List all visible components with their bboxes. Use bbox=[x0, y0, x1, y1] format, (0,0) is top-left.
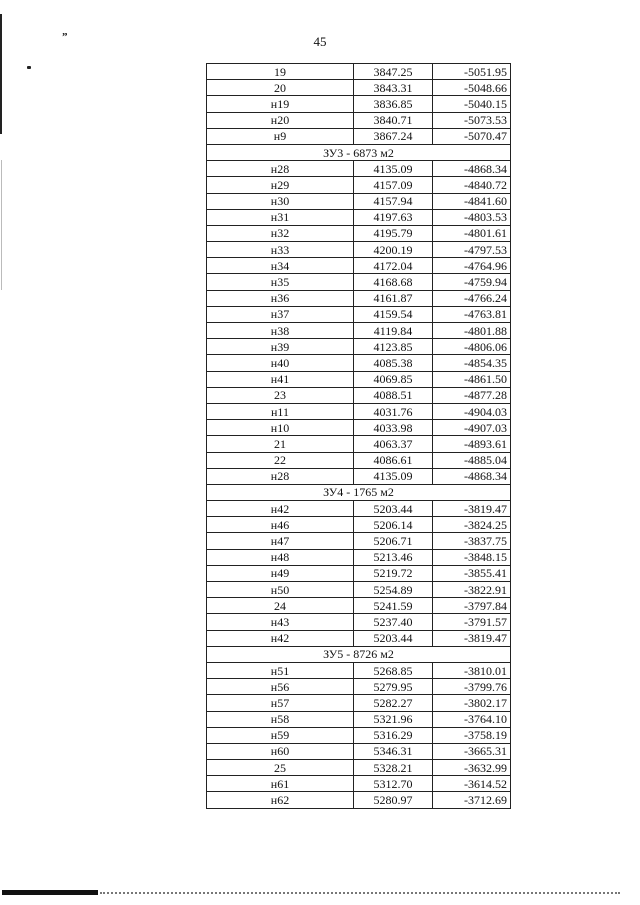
table-row bbox=[207, 533, 511, 549]
point-id-cell: н51 bbox=[207, 662, 354, 678]
table-row bbox=[207, 420, 511, 436]
x-coordinate-cell: 5219.72 bbox=[354, 565, 433, 581]
table-row bbox=[207, 630, 511, 646]
x-coordinate-cell: 3847.25 bbox=[354, 64, 433, 80]
y-coordinate-cell: -3797.84 bbox=[433, 598, 511, 614]
left-margin-shadow bbox=[1, 160, 2, 290]
table-row bbox=[207, 290, 511, 306]
point-id-cell: н42 bbox=[207, 501, 354, 517]
table-row bbox=[207, 112, 511, 128]
x-coordinate-cell: 4135.09 bbox=[354, 161, 433, 177]
section-label: ЗУ3 - 6873 м2 bbox=[207, 144, 511, 160]
table-row bbox=[207, 565, 511, 581]
point-id-cell: 24 bbox=[207, 598, 354, 614]
table-row bbox=[207, 727, 511, 743]
table-row bbox=[207, 582, 511, 598]
point-id-cell: н33 bbox=[207, 242, 354, 258]
y-coordinate-cell: -4801.61 bbox=[433, 225, 511, 241]
y-coordinate-cell: -4840.72 bbox=[433, 177, 511, 193]
table-row bbox=[207, 258, 511, 274]
x-coordinate-cell: 5346.31 bbox=[354, 743, 433, 759]
section-label: ЗУ4 - 1765 м2 bbox=[207, 484, 511, 500]
table-row bbox=[207, 371, 511, 387]
x-coordinate-cell: 5254.89 bbox=[354, 582, 433, 598]
point-id-cell: н46 bbox=[207, 517, 354, 533]
y-coordinate-cell: -3758.19 bbox=[433, 727, 511, 743]
table-row bbox=[207, 161, 511, 177]
y-coordinate-cell: -3822.91 bbox=[433, 582, 511, 598]
y-coordinate-cell: -3810.01 bbox=[433, 662, 511, 678]
point-id-cell: н39 bbox=[207, 339, 354, 355]
x-coordinate-cell: 4195.79 bbox=[354, 225, 433, 241]
coordinates-table-body bbox=[207, 64, 511, 809]
point-id-cell: н35 bbox=[207, 274, 354, 290]
point-id-cell: 21 bbox=[207, 436, 354, 452]
table-row bbox=[207, 679, 511, 695]
x-coordinate-cell: 5316.29 bbox=[354, 727, 433, 743]
y-coordinate-cell: -4907.03 bbox=[433, 420, 511, 436]
y-coordinate-cell: -3855.41 bbox=[433, 565, 511, 581]
point-id-cell: н60 bbox=[207, 743, 354, 759]
y-coordinate-cell: -4763.81 bbox=[433, 306, 511, 322]
y-coordinate-cell: -4885.04 bbox=[433, 452, 511, 468]
table-row bbox=[207, 339, 511, 355]
page-number: 45 bbox=[313, 34, 327, 49]
point-id-cell: н34 bbox=[207, 258, 354, 274]
table-row bbox=[207, 96, 511, 112]
y-coordinate-cell: -4801.88 bbox=[433, 323, 511, 339]
point-id-cell: н48 bbox=[207, 549, 354, 565]
x-coordinate-cell: 3867.24 bbox=[354, 128, 433, 144]
x-coordinate-cell: 4086.61 bbox=[354, 452, 433, 468]
x-coordinate-cell: 4088.51 bbox=[354, 387, 433, 403]
section-header-row bbox=[207, 484, 511, 500]
point-id-cell: 22 bbox=[207, 452, 354, 468]
point-id-cell: н28 bbox=[207, 161, 354, 177]
y-coordinate-cell: -3819.47 bbox=[433, 630, 511, 646]
table-row bbox=[207, 614, 511, 630]
table-row bbox=[207, 242, 511, 258]
x-coordinate-cell: 5268.85 bbox=[354, 662, 433, 678]
table-row bbox=[207, 517, 511, 533]
y-coordinate-cell: -3712.69 bbox=[433, 792, 511, 808]
table-row bbox=[207, 355, 511, 371]
y-coordinate-cell: -5070.47 bbox=[433, 128, 511, 144]
y-coordinate-cell: -3665.31 bbox=[433, 743, 511, 759]
point-id-cell: н50 bbox=[207, 582, 354, 598]
point-id-cell: 23 bbox=[207, 387, 354, 403]
point-id-cell: н57 bbox=[207, 695, 354, 711]
y-coordinate-cell: -4764.96 bbox=[433, 258, 511, 274]
x-coordinate-cell: 3836.85 bbox=[354, 96, 433, 112]
x-coordinate-cell: 5321.96 bbox=[354, 711, 433, 727]
y-coordinate-cell: -4904.03 bbox=[433, 403, 511, 419]
point-id-cell: 25 bbox=[207, 760, 354, 776]
y-coordinate-cell: -4806.06 bbox=[433, 339, 511, 355]
y-coordinate-cell: -4861.50 bbox=[433, 371, 511, 387]
x-coordinate-cell: 5206.71 bbox=[354, 533, 433, 549]
x-coordinate-cell: 4063.37 bbox=[354, 436, 433, 452]
x-coordinate-cell: 5280.97 bbox=[354, 792, 433, 808]
x-coordinate-cell: 5203.44 bbox=[354, 501, 433, 517]
point-id-cell: н30 bbox=[207, 193, 354, 209]
table-row bbox=[207, 225, 511, 241]
section-header-row bbox=[207, 144, 511, 160]
y-coordinate-cell: -3791.57 bbox=[433, 614, 511, 630]
y-coordinate-cell: -4797.53 bbox=[433, 242, 511, 258]
point-id-cell: н19 bbox=[207, 96, 354, 112]
margin-mark: ˮ bbox=[62, 31, 67, 43]
table-row bbox=[207, 193, 511, 209]
point-id-cell: н47 bbox=[207, 533, 354, 549]
table-row bbox=[207, 128, 511, 144]
x-coordinate-cell: 4200.19 bbox=[354, 242, 433, 258]
y-coordinate-cell: -4868.34 bbox=[433, 161, 511, 177]
table-row bbox=[207, 403, 511, 419]
table-row bbox=[207, 468, 511, 484]
point-id-cell: н32 bbox=[207, 225, 354, 241]
y-coordinate-cell: -5073.53 bbox=[433, 112, 511, 128]
point-id-cell: н28 bbox=[207, 468, 354, 484]
y-coordinate-cell: -3824.25 bbox=[433, 517, 511, 533]
y-coordinate-cell: -4766.24 bbox=[433, 290, 511, 306]
point-id-cell: н29 bbox=[207, 177, 354, 193]
table-row bbox=[207, 549, 511, 565]
x-coordinate-cell: 4168.68 bbox=[354, 274, 433, 290]
x-coordinate-cell: 5241.59 bbox=[354, 598, 433, 614]
point-id-cell: н36 bbox=[207, 290, 354, 306]
table-row bbox=[207, 274, 511, 290]
y-coordinate-cell: -5048.66 bbox=[433, 80, 511, 96]
y-coordinate-cell: -3819.47 bbox=[433, 501, 511, 517]
x-coordinate-cell: 5282.27 bbox=[354, 695, 433, 711]
x-coordinate-cell: 3840.71 bbox=[354, 112, 433, 128]
left-margin-rule bbox=[0, 14, 2, 134]
table-row bbox=[207, 760, 511, 776]
x-coordinate-cell: 4119.84 bbox=[354, 323, 433, 339]
point-id-cell: н61 bbox=[207, 776, 354, 792]
table-row bbox=[207, 64, 511, 80]
y-coordinate-cell: -4759.94 bbox=[433, 274, 511, 290]
table-row bbox=[207, 209, 511, 225]
table-row bbox=[207, 792, 511, 808]
footer-scan-bar bbox=[2, 890, 98, 895]
point-id-cell: н11 bbox=[207, 403, 354, 419]
x-coordinate-cell: 4123.85 bbox=[354, 339, 433, 355]
x-coordinate-cell: 5213.46 bbox=[354, 549, 433, 565]
coordinates-table bbox=[206, 63, 511, 809]
table-row bbox=[207, 711, 511, 727]
point-id-cell: 19 bbox=[207, 64, 354, 80]
section-header-row bbox=[207, 646, 511, 662]
table-row bbox=[207, 452, 511, 468]
x-coordinate-cell: 5203.44 bbox=[354, 630, 433, 646]
margin-dot bbox=[27, 66, 31, 69]
y-coordinate-cell: -4893.61 bbox=[433, 436, 511, 452]
y-coordinate-cell: -4868.34 bbox=[433, 468, 511, 484]
footer-scan-line bbox=[100, 892, 620, 894]
point-id-cell: н9 bbox=[207, 128, 354, 144]
y-coordinate-cell: -4854.35 bbox=[433, 355, 511, 371]
x-coordinate-cell: 4159.54 bbox=[354, 306, 433, 322]
point-id-cell: н37 bbox=[207, 306, 354, 322]
y-coordinate-cell: -3848.15 bbox=[433, 549, 511, 565]
x-coordinate-cell: 4157.09 bbox=[354, 177, 433, 193]
y-coordinate-cell: -5040.15 bbox=[433, 96, 511, 112]
point-id-cell: н62 bbox=[207, 792, 354, 808]
table-row bbox=[207, 662, 511, 678]
point-id-cell: н58 bbox=[207, 711, 354, 727]
y-coordinate-cell: -3799.76 bbox=[433, 679, 511, 695]
point-id-cell: н56 bbox=[207, 679, 354, 695]
point-id-cell: н42 bbox=[207, 630, 354, 646]
y-coordinate-cell: -3837.75 bbox=[433, 533, 511, 549]
point-id-cell: н43 bbox=[207, 614, 354, 630]
table-row bbox=[207, 598, 511, 614]
x-coordinate-cell: 4031.76 bbox=[354, 403, 433, 419]
point-id-cell: н40 bbox=[207, 355, 354, 371]
table-row bbox=[207, 323, 511, 339]
table-row bbox=[207, 387, 511, 403]
x-coordinate-cell: 4161.87 bbox=[354, 290, 433, 306]
x-coordinate-cell: 4172.04 bbox=[354, 258, 433, 274]
table-row bbox=[207, 695, 511, 711]
table-row bbox=[207, 306, 511, 322]
x-coordinate-cell: 4033.98 bbox=[354, 420, 433, 436]
table-row bbox=[207, 776, 511, 792]
table-row bbox=[207, 177, 511, 193]
y-coordinate-cell: -3764.10 bbox=[433, 711, 511, 727]
x-coordinate-cell: 4157.94 bbox=[354, 193, 433, 209]
x-coordinate-cell: 4085.38 bbox=[354, 355, 433, 371]
y-coordinate-cell: -3632.99 bbox=[433, 760, 511, 776]
table-row bbox=[207, 436, 511, 452]
y-coordinate-cell: -3614.52 bbox=[433, 776, 511, 792]
y-coordinate-cell: -4877.28 bbox=[433, 387, 511, 403]
y-coordinate-cell: -3802.17 bbox=[433, 695, 511, 711]
point-id-cell: н38 bbox=[207, 323, 354, 339]
point-id-cell: н49 bbox=[207, 565, 354, 581]
point-id-cell: н41 bbox=[207, 371, 354, 387]
table-row bbox=[207, 743, 511, 759]
x-coordinate-cell: 4197.63 bbox=[354, 209, 433, 225]
point-id-cell: 20 bbox=[207, 80, 354, 96]
point-id-cell: н20 bbox=[207, 112, 354, 128]
x-coordinate-cell: 5279.95 bbox=[354, 679, 433, 695]
x-coordinate-cell: 5312.70 bbox=[354, 776, 433, 792]
y-coordinate-cell: -4803.53 bbox=[433, 209, 511, 225]
y-coordinate-cell: -5051.95 bbox=[433, 64, 511, 80]
x-coordinate-cell: 5328.21 bbox=[354, 760, 433, 776]
x-coordinate-cell: 3843.31 bbox=[354, 80, 433, 96]
x-coordinate-cell: 5206.14 bbox=[354, 517, 433, 533]
y-coordinate-cell: -4841.60 bbox=[433, 193, 511, 209]
point-id-cell: н59 bbox=[207, 727, 354, 743]
table-row bbox=[207, 501, 511, 517]
x-coordinate-cell: 5237.40 bbox=[354, 614, 433, 630]
section-label: ЗУ5 - 8726 м2 bbox=[207, 646, 511, 662]
point-id-cell: н31 bbox=[207, 209, 354, 225]
x-coordinate-cell: 4069.85 bbox=[354, 371, 433, 387]
x-coordinate-cell: 4135.09 bbox=[354, 468, 433, 484]
point-id-cell: н10 bbox=[207, 420, 354, 436]
table-row bbox=[207, 80, 511, 96]
